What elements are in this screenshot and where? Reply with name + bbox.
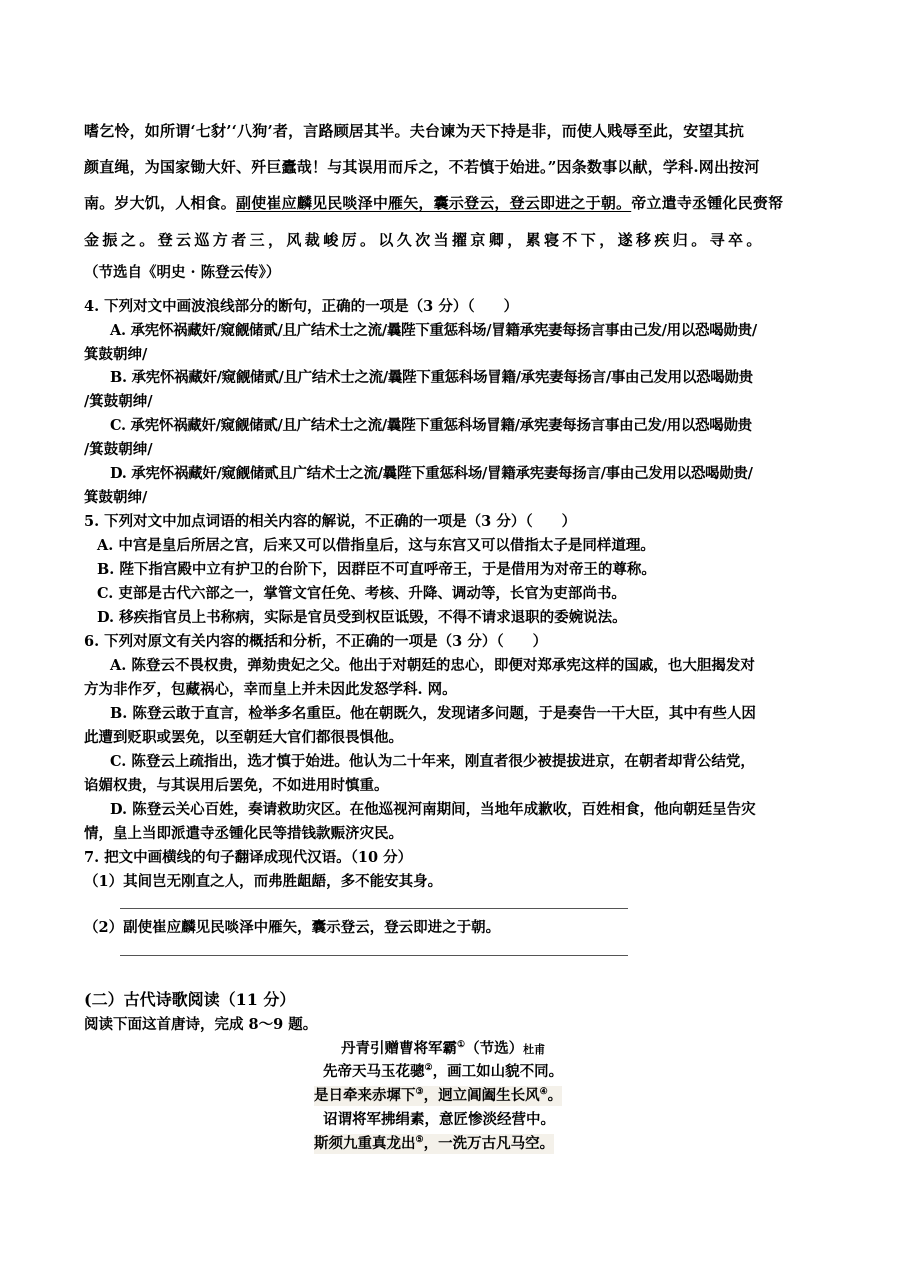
q6-option-c: C. 陈登云上疏指出，选才慎于始进。他认为二十年来，刚直者很少被提拔进京，在朝者却背公结党， bbox=[110, 753, 755, 770]
q6-option-d: D. 陈登云关心百姓，奏请救助灾区。在他巡视河南期间，当地年成歉收，百姓相食，他向朝廷呈告灾 bbox=[110, 801, 756, 818]
q4-option-c-cont: /箕鼓朝绅/ bbox=[84, 441, 153, 458]
poem-line-3: 诏谓将军拂绢素，意匠惨淡经营中。 bbox=[323, 1111, 555, 1128]
answer-line-1[interactable] bbox=[120, 908, 628, 909]
q4-option-a-cont: 箕鼓朝绅/ bbox=[84, 346, 148, 363]
q6-option-b: B. 陈登云敢于直言，检举多名重臣。他在朝既久，发现诸多问题，于是奏告一干大臣，其中有些人因 bbox=[110, 705, 756, 722]
q4-option-d: D. 承宪怀祸藏奸/窥觎储贰且广结术士之流/曩陛下重惩科场/冒籍承宪妻每扬言/事由己发用以恐喝勋贵/ bbox=[110, 465, 753, 482]
poem-line-1: 先帝天马玉花骢②，画工如山貌不同。 bbox=[323, 1063, 564, 1080]
poem-author: 杜甫 bbox=[523, 1043, 546, 1056]
q6-option-c-cont: 谄媚权贵，与其误用后罢免，不如进用时慎重。 bbox=[84, 777, 389, 794]
poem-title: 丹青引赠曹将军霸①（节选）杜甫 bbox=[341, 1040, 546, 1057]
underlined-sentence: 副使崔应麟见民啖泽中雁矢，囊示登云，登云即进之于朝。 bbox=[236, 194, 632, 212]
q4-stem: 4. 下列对文中画波浪线部分的断句，正确的一项是（3 分）（ ） bbox=[84, 298, 519, 315]
passage-line-4: 金振之。登云巡方者三，风裁峻厉。以久次当擢京卿，累寝不下，遂移疾归。寻卒。 bbox=[84, 231, 765, 249]
q7-sentence-2: （2）副使崔应麟见民啖泽中雁矢，囊示登云，登云即进之于朝。 bbox=[84, 919, 501, 936]
passage-line-3: 南。岁大饥，人相食。副使崔应麟见民啖泽中雁矢，囊示登云，登云即进之于朝。帝立遣寺丞锺化民赍帑 bbox=[84, 194, 784, 212]
q5-option-d: D. 移疾指官员上书称病，实际是官员受到权臣诋毁，不得不请求退职的委婉说法。 bbox=[97, 609, 627, 626]
q7-stem: 7. 把文中画横线的句子翻译成现代汉语。（10 分） bbox=[84, 849, 413, 866]
q5-option-b: B. 陛下指宫殿中立有护卫的台阶下，因群臣不可直呼帝王，于是借用为对帝王的尊称。 bbox=[97, 561, 656, 578]
q4-option-b: B. 承宪怀祸藏奸/窥觎储贰/且广结术士之流/曩陛下重惩科场冒籍/承宪妻每扬言/事由己发用以恐喝勋贵 bbox=[110, 369, 753, 386]
q6-option-b-cont: 此遭到贬职或罢免，以至朝廷大官们都很畏惧他。 bbox=[84, 729, 403, 746]
passage-source: （节选自《明史 · 陈登云传》） bbox=[84, 264, 281, 281]
q7-sentence-1: （1）其间岂无刚直之人，而弗胜龃龉，多不能安其身。 bbox=[84, 873, 443, 890]
poem-line-2: 是日牵来赤墀下③，迥立阊阖生长风④。 bbox=[314, 1087, 563, 1104]
q4-option-b-cont: /箕鼓朝绅/ bbox=[84, 393, 153, 410]
q5-option-a: A. 中宫是皇后所居之宫，后来又可以借指皇后，这与东宫又可以借指太子是同样道理。 bbox=[97, 537, 655, 554]
q4-option-c: C. 承宪怀祸藏奸/窥觎储贰/且广结术士之流/曩陛下重惩科场冒籍/承宪妻每扬言事由己发/用以恐喝勋贵 bbox=[110, 417, 752, 434]
poetry-instruction: 阅读下面这首唐诗，完成 8～9 题。 bbox=[84, 1016, 318, 1033]
passage-line-1: 嗜乞怜，如所谓‘七豺’‘八狗’者，言路顾居其半。夫台谏为天下持是非，而使人贱辱至此，安望其抗 bbox=[84, 122, 745, 140]
q5-option-c: C. 吏部是古代六部之一，掌管文官任免、考核、升降、调动等，长官为吏部尚书。 bbox=[97, 585, 626, 602]
q4-option-d-cont: 箕鼓朝绅/ bbox=[84, 489, 148, 506]
q6-option-a-cont: 方为非作歹，包藏祸心，幸而皇上并未因此发怒学科. 网。 bbox=[84, 681, 457, 698]
poem-line-4: 斯须九重真龙出⑤，一洗万古凡马空。 bbox=[314, 1135, 555, 1152]
passage-line-2: 颜直绳，为国家锄大奸、歼巨蠹哉！与其误用而斥之，不若慎于始进。”因条数事以献，学科.网出按河 bbox=[84, 158, 760, 176]
q6-stem: 6. 下列对原文有关内容的概括和分析，不正确的一项是（3 分）（ ） bbox=[84, 633, 548, 650]
q5-stem: 5. 下列对文中加点词语的相关内容的解说，不正确的一项是（3 分）（ ） bbox=[84, 513, 577, 530]
q4-option-a: A. 承宪怀祸藏奸/窥觎储贰/且广结术士之流/曩陛下重惩科场/冒籍承宪妻每扬言事由己发/用以恐喝勋贵/ bbox=[110, 322, 757, 339]
answer-line-2[interactable] bbox=[120, 955, 628, 956]
q6-option-a: A. 陈登云不畏权贵，弹劾贵妃之父。他出于对朝廷的忠心，即便对郑承宪这样的国戚，也大胆揭发对 bbox=[110, 657, 755, 674]
q6-option-d-cont: 情，皇上当即派遣寺丞锺化民等措钱款赈济灾民。 bbox=[84, 825, 403, 842]
section-heading: (二）古代诗歌阅读（11 分） bbox=[84, 990, 296, 1009]
